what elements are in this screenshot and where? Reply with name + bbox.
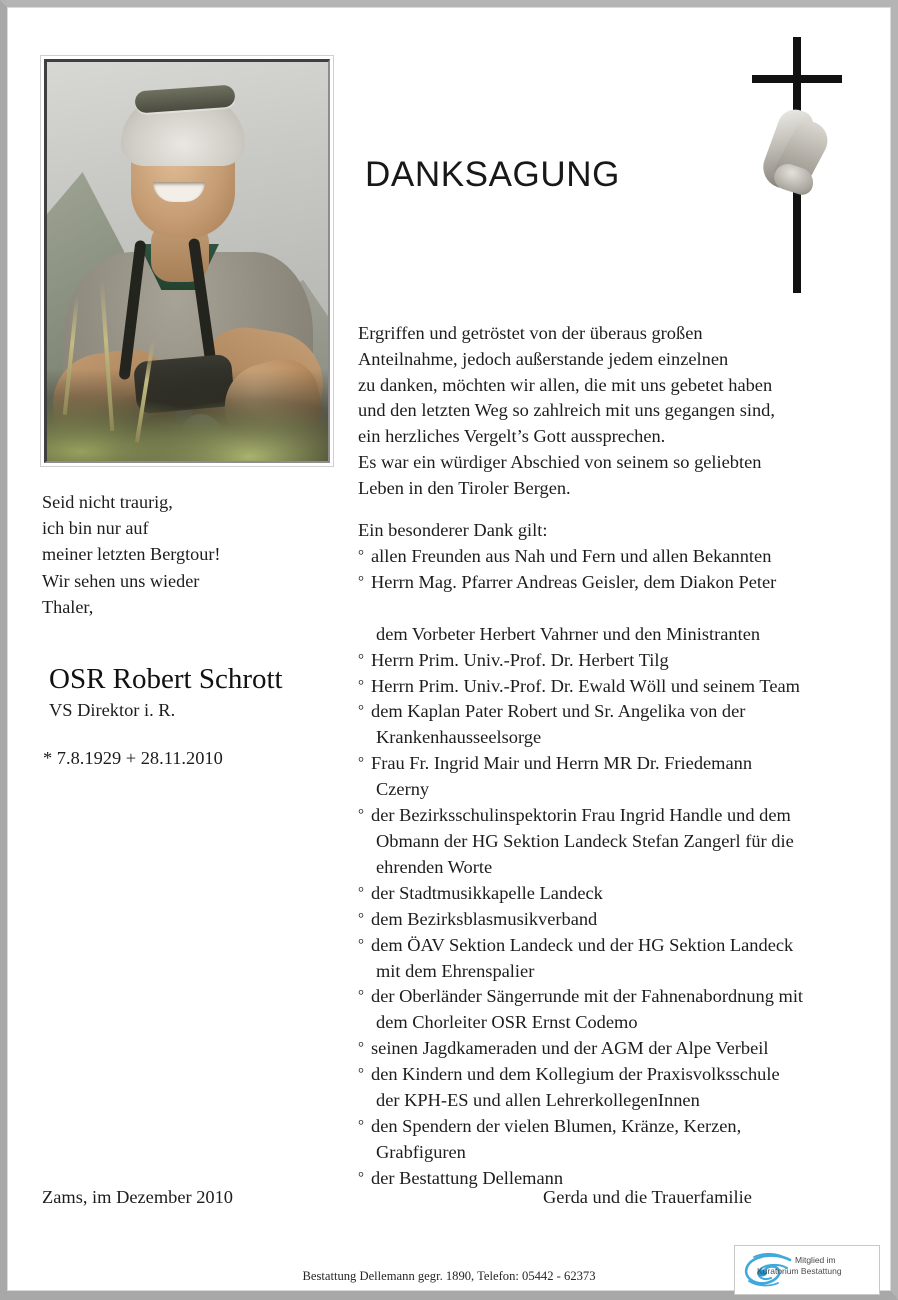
thanks-list-item [358,1062,893,1114]
thanks-line: der Stadtmusikkapelle Landeck [371,882,603,903]
deceased-name: OSR Robert Schrott [49,663,283,695]
degree-bullet-icon: ° [358,1066,364,1083]
logo-line-1: Mitglied im [795,1255,836,1265]
degree-bullet-icon: ° [358,755,364,772]
verse-line: Wir sehen uns wieder [42,570,200,591]
thanks-section [358,518,893,1192]
degree-bullet-icon: ° [358,988,364,1005]
thanks-list-item [358,751,893,803]
thanks-line-gap [371,596,893,622]
thanks-line: der Oberländer Sängerrunde mit der Fahnenabordnung mit [371,986,804,1007]
degree-bullet-icon: ° [358,677,364,694]
intro-line: zu danken, möchten wir allen, die mit uns gebetet haben [358,374,773,395]
intro-line: Leben in den Tiroler Bergen. [358,477,571,498]
thanks-list-item [358,1114,893,1166]
thanks-list-item [358,984,893,1036]
thanks-list-item [358,933,893,985]
portrait-photo-frame [44,59,330,463]
thanks-line: dem ÖAV Sektion Landeck und der HG Sektion Landeck [371,934,794,955]
thanks-list [358,544,893,1192]
verse-line: meiner letzten Bergtour! [42,544,221,565]
thanks-line: Herrn Prim. Univ.-Prof. Dr. Ewald Wöll und seinem Team [371,675,800,696]
thanks-list-item [358,674,893,700]
thanks-line: allen Freunden aus Nah und Fern und allen Bekannten [371,545,772,566]
thanks-list-item [358,544,893,570]
thanks-list-item [358,570,893,648]
thanks-lead: Ein besonderer Dank gilt: [358,520,548,540]
thanks-line: Frau Fr. Ingrid Mair und Herrn MR Dr. Friedemann [371,753,753,774]
thanks-line: seinen Jagdkameraden und der AGM der Alpe Verbeil [371,1038,769,1059]
closing-family: Gerda und die Trauerfamilie [543,1187,752,1207]
thanks-list-item [358,881,893,907]
verse-line: ich bin nur auf [42,518,149,539]
degree-bullet-icon: ° [358,910,364,927]
degree-bullet-icon: ° [358,884,364,901]
memorial-verse [42,489,220,620]
intro-line: Anteilnahme, jedoch außerstande jedem einzelnen [358,348,729,369]
intro-line: Es war ein würdiger Abschied von seinem so geliebten [358,451,762,472]
degree-bullet-icon: ° [358,651,364,668]
verse-line: Thaler, [42,596,94,617]
intro-line: ein herzliches Vergelt’s Gott aussprechen. [358,426,666,447]
kuratorium-logo [734,1245,880,1295]
thanks-line: Grabfiguren [376,1141,466,1162]
thanks-list-item [358,648,893,674]
degree-bullet-icon: ° [358,703,364,720]
thanks-line: der KPH-ES und allen LehrerkollegenInnen [376,1090,700,1111]
card-sheet [7,7,891,1291]
thanks-line: Czerny [376,779,430,800]
degree-bullet-icon: ° [358,1169,364,1186]
thanks-line: den Kindern und dem Kollegium der Praxisvolksschule [371,1064,780,1085]
thanks-line: dem Kaplan Pater Robert und Sr. Angelika von der [371,701,746,722]
footer-company-info: Bestattung Dellemann gegr. 1890, Telefon: 05442 - 62373 [302,1269,596,1283]
degree-bullet-icon: ° [358,807,364,824]
thanks-line: Obmann der HG Sektion Landeck Stefan Zangerl für die [376,830,794,851]
thanks-line: mit dem Ehrenspalier [376,960,535,981]
thanks-line: Herrn Prim. Univ.-Prof. Dr. Herbert Tilg [371,649,669,670]
logo-line-2: Kuratorium Bestattung [757,1266,842,1276]
thanks-line: der Bestattung Dellemann [371,1167,564,1188]
cross-horizontal-icon [752,75,842,83]
intro-paragraph [358,321,888,502]
thanks-line: dem Bezirksblasmusikverband [371,908,598,929]
page-title: DANKSAGUNG [365,155,620,194]
thanks-line: Herrn Mag. Pfarrer Andreas Geisler, dem Diakon Peter [371,571,777,592]
photo-foreground-rocks [47,369,328,461]
portrait-photo [41,56,333,466]
degree-bullet-icon: ° [358,1040,364,1057]
deceased-role: VS Direktor i. R. [49,700,176,720]
degree-bullet-icon: ° [358,936,364,953]
degree-bullet-icon: ° [358,1117,364,1134]
thanks-list-item [358,1036,893,1062]
deceased-dates: * 7.8.1929 + 28.11.2010 [43,748,223,768]
intro-line: Ergriffen und getröstet von der überaus großen [358,323,703,343]
thanks-line: der Bezirksschulinspektorin Frau Ingrid Handle und dem [371,805,791,826]
thanks-list-item [358,907,893,933]
deceased-block [49,662,283,723]
closing-place-date: Zams, im Dezember 2010 [42,1187,234,1207]
thanks-line: dem Chorleiter OSR Ernst Codemo [376,1012,638,1033]
degree-bullet-icon: ° [358,573,364,590]
thanks-list-item [358,699,893,751]
praying-hands-icon [764,108,826,192]
thanks-line: Krankenhausseelsorge [376,727,542,748]
thanks-line: dem Vorbeter Herbert Vahrner und den Ministranten [376,623,761,644]
thanks-line: den Spendern der vielen Blumen, Kränze, Kerzen, [371,1115,742,1136]
intro-line: und den letzten Weg so zahlreich mit uns gegangen sind, [358,400,775,421]
thanks-line: ehrenden Worte [376,856,493,877]
verse-line: Seid nicht traurig, [42,492,173,512]
thanks-list-item [358,803,893,881]
degree-bullet-icon: ° [358,547,364,564]
